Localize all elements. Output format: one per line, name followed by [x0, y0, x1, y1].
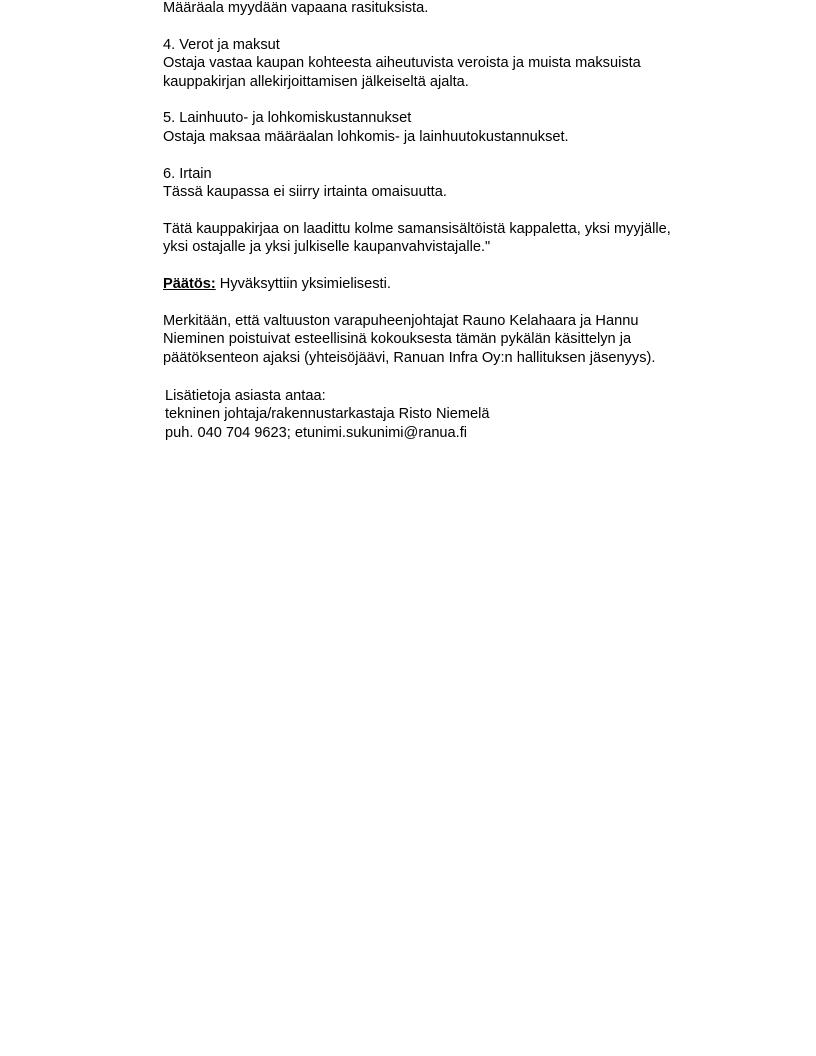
section-4-line-1: Ostaja vastaa kaupan kohteesta aiheutuvista veroista ja muista maksuista: [163, 55, 641, 72]
paragraph-gap: [163, 201, 753, 219]
paragraph-gap: [163, 293, 753, 311]
section-6-line-1: Tässä kaupassa ei siirry irtainta omaisuutta.: [163, 184, 447, 201]
note-line-3: päätöksenteon ajaksi (yhteisöjäävi, Ranuan Infra Oy:n hallituksen jäsenyys).: [163, 349, 656, 366]
copies-line-1: Tätä kauppakirjaa on laadittu kolme samansisältöistä kappaletta, yksi myyjälle,: [163, 220, 671, 237]
section-6-heading: 6. Irtain: [163, 165, 212, 182]
section-5-heading: 5. Lainhuuto- ja lohkomiskustannukset: [163, 110, 412, 127]
document-body: [163, 0, 753, 367]
section-5-line-1: Ostaja maksaa määräalan lohkomis- ja lainhuutokustannukset.: [163, 128, 569, 145]
section-4-line-2: kauppakirjan allekirjoittamisen jälkeiseltä ajalta.: [163, 73, 469, 90]
paragraph-gap: [163, 257, 753, 275]
copies-line-2: yksi ostajalle ja yksi julkiselle kaupanvahvistajalle.": [163, 239, 491, 256]
note-line-2: Nieminen poistuivat esteellisinä kokouksesta tämän pykälän käsittelyn ja: [163, 331, 632, 348]
decision-label: Päätös:: [163, 276, 216, 293]
note-line-1: Merkitään, että valtuuston varapuheenjohtajat Rauno Kelahaara ja Hannu: [163, 312, 639, 329]
decision-text: Hyväksyttiin yksimielisesti.: [215, 276, 391, 293]
contact-line-3: puh. 040 704 9623; etunimi.sukunimi@ranua.fi: [165, 424, 468, 441]
intro-line: Määräala myydään vapaana rasituksista.: [163, 0, 429, 16]
decision-line: [163, 275, 753, 293]
paragraph-gap: [163, 146, 753, 164]
contact-info: [165, 387, 755, 442]
contact-line-1: Lisätietoja asiasta antaa:: [165, 388, 326, 404]
paragraph-gap: [163, 91, 753, 109]
contact-line-2: tekninen johtaja/rakennustarkastaja Risto Niemelä: [165, 406, 490, 423]
paragraph-gap: [163, 17, 753, 35]
section-4-heading: 4. Verot ja maksut: [163, 36, 280, 53]
